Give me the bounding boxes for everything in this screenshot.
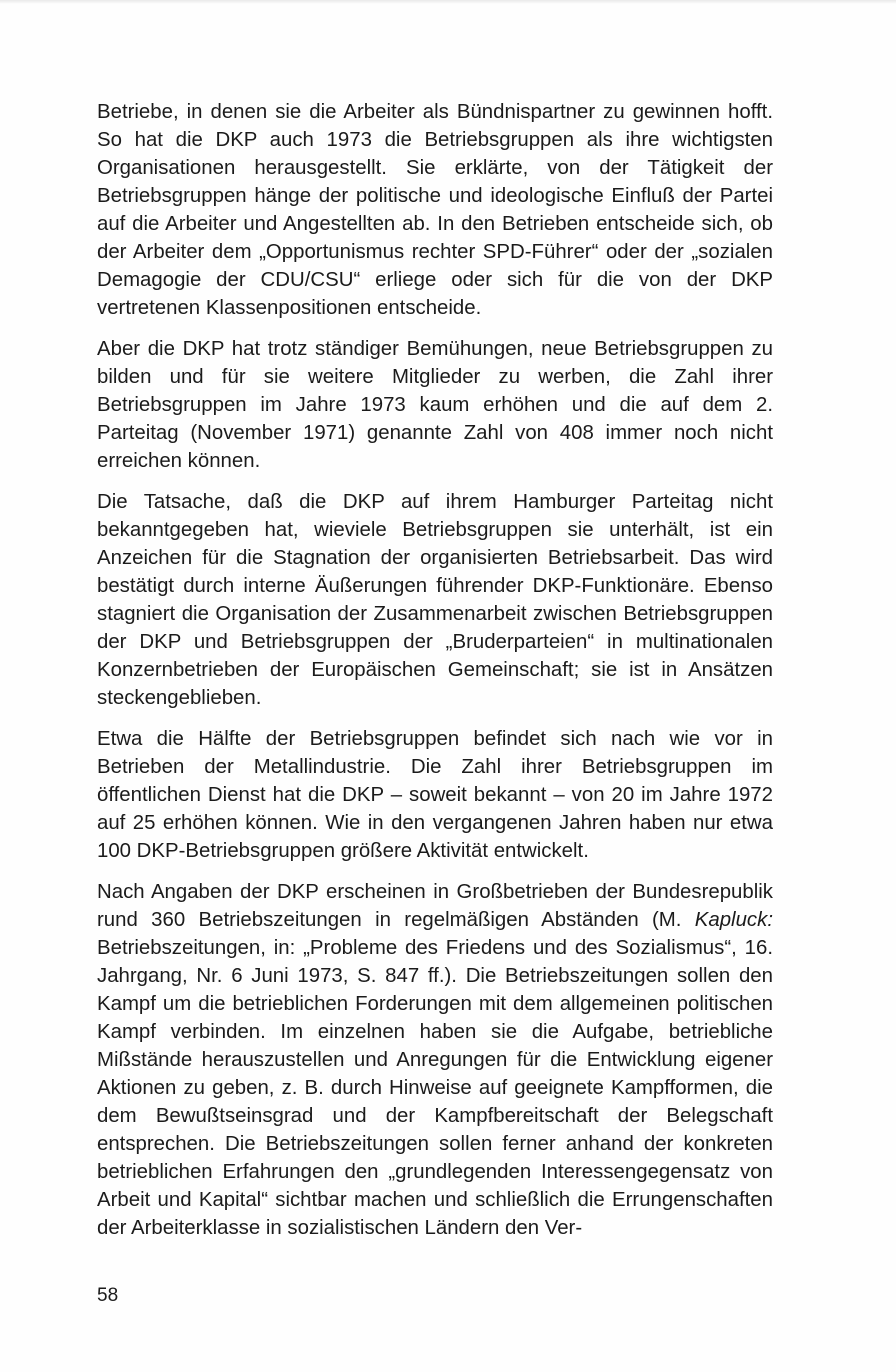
paragraph-2: Aber die DKP hat trotz ständiger Bemühungen, neue Betriebsgruppen zu bilden und für sie weitere Mitglieder zu werben, die Zahl ihrer Betriebsgruppen im Jahre 1973 kaum erhöhen und die auf dem 2. Parteitag (November 1971) genannte Zahl von 408 immer noch nicht erreichen können. <box>97 338 773 472</box>
paragraph-3: Die Tatsache, daß die DKP auf ihrem Hamburger Parteitag nicht bekanntgegeben hat, wieviele Betriebsgruppen sie unterhält, ist ein Anzeichen für die Stagnation der organisierten Betriebsarbeit. Das wird bestätigt durch interne Äußerungen führender DKP-Funktionäre. Ebenso stagniert die Organisation der Zusammenarbeit zwischen Betriebsgruppen der DKP und Betriebsgruppen der „Bruderparteien“ in multinationalen Konzernbetrieben der Europäischen Gemeinschaft; sie ist in Ansätzen steckengeblieben. <box>97 491 773 709</box>
cited-author: Kapluck: <box>694 909 773 931</box>
paragraph-1: Betriebe, in denen sie die Arbeiter als Bündnispartner zu gewinnen hofft. So hat die DKP auch 1973 die Betriebsgruppen als ihre wichtigsten Organisationen herausgestellt. Sie erklärte, von der Tätigkeit der Betriebsgruppen hänge der politische und ideologische Einfluß der Partei auf die Arbeiter und Angestellten ab. In den Betrieben entscheide sich, ob der Arbeiter dem „Opportunismus rechter SPD-Führer“ oder der „sozialen Demagogie der CDU/CSU“ erliege oder sich für die von der DKP vertretenen Klassenpositionen entscheide. <box>97 101 773 319</box>
page-top-edge <box>0 0 896 4</box>
paragraph-5-part-2: Betriebszeitungen, in: „Probleme des Friedens und des Sozialismus“, 16. Jahrgang, Nr. 6 Juni 1973, S. 847 ff.). Die Betriebszeitungen sollen den Kampf um die betrieblichen Forderungen mit dem allgemeinen politischen Kampf verbinden. Im einzelnen haben sie die Aufgabe, betriebliche Mißstände herauszustellen und Anregungen für die Entwicklung eigener Aktionen zu geben, z. B. durch Hinweise auf geeignete Kampfformen, die dem Bewußtseinsgrad und der Kampfbereitschaft der Belegschaft entsprechen. Die Betriebszeitungen sollen ferner anhand der konkreten betrieblichen Erfahrungen den „grundlegenden Interessengegensatz von Arbeit und Kapital“ sichtbar machen und schließlich die Errungenschaften der Arbeiterklasse in sozialistischen Ländern den Ver- <box>97 937 773 1239</box>
page-number: 58 <box>97 1285 119 1306</box>
paragraph-5 <box>97 878 773 1242</box>
body-text <box>97 98 773 1242</box>
paragraph-5-part-1: Nach Angaben der DKP erscheinen in Großbetrieben der Bundesrepublik rund 360 Betriebszeitungen in regelmäßigen Abständen (M. <box>97 881 773 931</box>
paragraph-4: Etwa die Hälfte der Betriebsgruppen befindet sich nach wie vor in Betrieben der Metallindustrie. Die Zahl ihrer Betriebsgruppen im öffentlichen Dienst hat die DKP – soweit bekannt – von 20 im Jahre 1972 auf 25 erhöhen können. Wie in den vergangenen Jahren haben nur etwa 100 DKP-Betriebsgruppen größere Aktivität entwickelt. <box>97 728 773 862</box>
